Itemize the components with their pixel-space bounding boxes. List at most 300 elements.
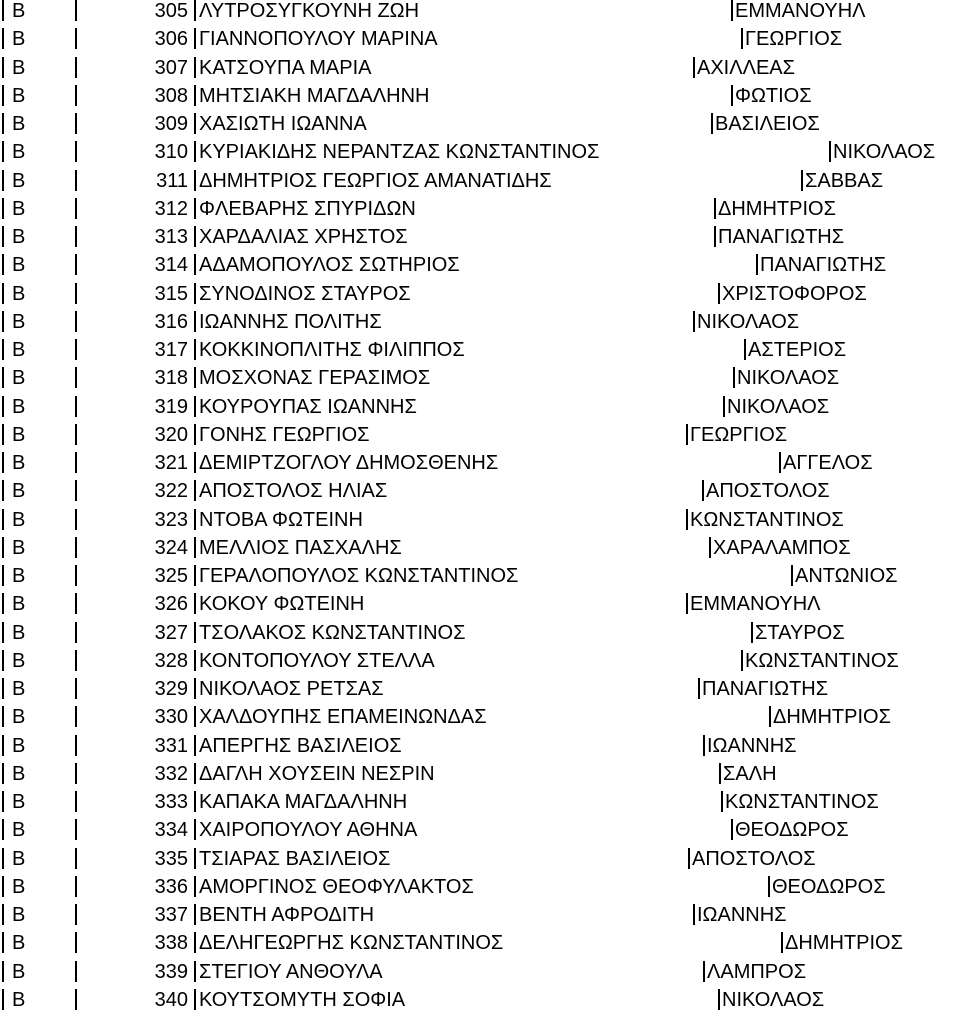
column-divider	[194, 565, 196, 586]
class-cell: B	[12, 339, 26, 361]
column-divider	[75, 622, 77, 643]
column-divider	[2, 141, 4, 162]
column-divider	[2, 283, 4, 304]
column-divider	[75, 650, 77, 671]
father-name-cell: ΠΑΝΑΓΙΩΤΗΣ	[702, 678, 829, 700]
column-divider	[693, 904, 695, 925]
class-cell: B	[12, 791, 26, 813]
number-cell: 336	[154, 875, 188, 898]
father-name-cell: ΑΣΤΕΡΙΟΣ	[748, 339, 847, 361]
column-divider	[75, 876, 77, 897]
father-name-cell: ΧΡΙΣΤΟΦΟΡΟΣ	[722, 282, 867, 305]
class-cell: B	[12, 904, 26, 926]
column-divider	[2, 678, 4, 699]
list-row	[0, 989, 960, 1017]
column-divider	[194, 791, 196, 812]
column-divider	[194, 480, 196, 501]
column-divider	[769, 706, 771, 727]
list-row	[0, 678, 960, 707]
class-cell: B	[12, 0, 26, 22]
number-cell: 316	[154, 310, 188, 333]
class-cell: B	[12, 395, 26, 418]
father-name-cell: ΕΜΜΑΝΟΥΗΛ	[735, 0, 866, 22]
column-divider	[686, 509, 688, 530]
class-cell: B	[12, 565, 26, 587]
name-cell: ΑΜΟΡΓΙΝΟΣ ΘΕΟΦΥΛΑΚΤΟΣ	[199, 875, 474, 898]
father-name-cell: ΠΑΝΑΓΙΩΤΗΣ	[760, 254, 887, 277]
father-name-cell: ΔΗΜΗΤΡΙΟΣ	[785, 932, 903, 955]
name-cell: ΤΣΙΑΡΑΣ ΒΑΣΙΛΕΙΟΣ	[199, 847, 391, 870]
name-cell: ΝΙΚΟΛΑΟΣ ΡΕΤΣΑΣ	[199, 678, 384, 700]
column-divider	[75, 735, 77, 756]
column-divider	[723, 396, 725, 417]
column-divider	[2, 424, 4, 445]
father-name-cell: ΛΑΜΠΡΟΣ	[707, 960, 807, 983]
column-divider	[75, 932, 77, 953]
number-cell: 320	[154, 423, 188, 446]
column-divider	[194, 876, 196, 897]
list-row	[0, 198, 960, 227]
column-divider	[2, 622, 4, 643]
column-divider	[75, 537, 77, 558]
list-row	[0, 961, 960, 990]
name-cell: ΔΑΓΛΗ ΧΟΥΣΕΙΝ ΝΕΣΡΙΝ	[199, 762, 435, 785]
column-divider	[2, 565, 4, 586]
number-cell: 329	[154, 678, 188, 700]
number-cell: 330	[154, 706, 188, 729]
list-row	[0, 452, 960, 481]
column-divider	[194, 226, 196, 247]
father-name-cell: ΙΩΑΝΝΗΣ	[707, 734, 797, 757]
column-divider	[194, 198, 196, 219]
column-divider	[2, 198, 4, 219]
column-divider	[2, 650, 4, 671]
number-cell: 323	[154, 508, 188, 531]
column-divider	[75, 791, 77, 812]
column-divider	[2, 113, 4, 134]
class-cell: B	[12, 734, 26, 757]
father-name-cell: ΧΑΡΑΛΑΜΠΟΣ	[713, 536, 851, 559]
number-cell: 309	[154, 113, 188, 135]
list-row	[0, 283, 960, 312]
name-cell: ΧΑΛΔΟΥΠΗΣ ΕΠΑΜΕΙΝΩΝΔΑΣ	[199, 706, 487, 729]
column-divider	[2, 932, 4, 953]
column-divider	[711, 113, 713, 134]
column-divider	[75, 480, 77, 501]
name-cell: ΓΕΡΑΛΟΠΟΥΛΟΣ ΚΩΝΣΤΑΝΤΙΝΟΣ	[199, 565, 519, 587]
column-divider	[703, 961, 705, 982]
class-cell: B	[12, 649, 26, 672]
name-cell: ΓΙΑΝΝΟΠΟΥΛΟΥ ΜΑΡΙΝΑ	[199, 28, 438, 51]
list-row	[0, 706, 960, 735]
father-name-cell: ΔΗΜΗΤΡΙΟΣ	[718, 197, 836, 220]
father-name-cell: ΦΩΤΙΟΣ	[735, 84, 812, 107]
father-name-cell: ΑΧΙΛΛΕΑΣ	[697, 56, 795, 79]
father-name-cell: ΝΙΚΟΛΑΟΣ	[697, 310, 800, 333]
column-divider	[2, 480, 4, 501]
column-divider	[2, 226, 4, 247]
column-divider	[2, 961, 4, 982]
name-cell: ΑΠΟΣΤΟΛΟΣ ΗΛΙΑΣ	[199, 480, 388, 503]
list-row	[0, 339, 960, 368]
name-cell: ΣΥΝΟΔΙΝΟΣ ΣΤΑΥΡΟΣ	[199, 282, 411, 305]
column-divider	[75, 57, 77, 78]
father-name-cell: ΚΩΝΣΤΑΝΤΙΝΟΣ	[690, 508, 844, 531]
column-divider	[2, 735, 4, 756]
column-divider	[75, 113, 77, 134]
column-divider	[75, 706, 77, 727]
column-divider	[194, 735, 196, 756]
list-row	[0, 226, 960, 255]
number-cell: 326	[154, 593, 188, 616]
list-row	[0, 791, 960, 820]
father-name-cell: ΘΕΟΔΩΡΟΣ	[735, 819, 849, 842]
list-row	[0, 819, 960, 848]
column-divider	[2, 876, 4, 897]
number-cell: 321	[154, 452, 188, 474]
list-row	[0, 565, 960, 594]
column-divider	[194, 678, 196, 699]
column-divider	[194, 57, 196, 78]
father-name-cell: ΔΗΜΗΤΡΙΟΣ	[773, 706, 891, 729]
class-cell: B	[12, 762, 26, 785]
number-cell: 319	[154, 395, 188, 418]
name-cell: ΣΤΕΓΙΟΥ ΑΝΘΟΥΛΑ	[199, 960, 383, 983]
column-divider	[2, 509, 4, 530]
column-divider	[194, 283, 196, 304]
number-cell: 327	[154, 621, 188, 644]
father-name-cell: ΣΑΛΗ	[723, 762, 777, 785]
column-divider	[75, 170, 77, 191]
list-row	[0, 57, 960, 86]
column-divider	[75, 509, 77, 530]
father-name-cell: ΝΙΚΟΛΑΟΣ	[722, 988, 825, 1011]
column-divider	[751, 622, 753, 643]
column-divider	[194, 989, 196, 1010]
number-cell: 335	[154, 847, 188, 870]
column-divider	[194, 396, 196, 417]
father-name-cell: ΑΝΤΩΝΙΟΣ	[795, 565, 898, 587]
column-divider	[741, 650, 743, 671]
column-divider	[75, 226, 77, 247]
number-cell: 311	[156, 169, 188, 192]
column-divider	[731, 819, 733, 840]
column-divider	[2, 367, 4, 388]
class-cell: B	[12, 452, 26, 474]
column-divider	[194, 424, 196, 445]
list-row	[0, 904, 960, 933]
column-divider	[703, 735, 705, 756]
list-row	[0, 141, 960, 170]
column-divider	[2, 593, 4, 614]
column-divider	[194, 141, 196, 162]
column-divider	[714, 198, 716, 219]
column-divider	[693, 57, 695, 78]
list-row	[0, 537, 960, 566]
number-cell: 325	[154, 565, 188, 587]
column-divider	[194, 593, 196, 614]
column-divider	[194, 848, 196, 869]
column-divider	[75, 141, 77, 162]
list-row	[0, 480, 960, 509]
column-divider	[75, 961, 77, 982]
father-name-cell: ΚΩΝΣΤΑΝΤΙΝΟΣ	[745, 649, 899, 672]
column-divider	[721, 791, 723, 812]
column-divider	[741, 28, 743, 49]
name-cell: ΚΟΚΚΙΝΟΠΛΙΤΗΣ ΦΙΛΙΠΠΟΣ	[199, 339, 465, 361]
column-divider	[2, 28, 4, 49]
column-divider	[2, 537, 4, 558]
column-divider	[75, 452, 77, 473]
column-divider	[194, 961, 196, 982]
column-divider	[75, 311, 77, 332]
list-row	[0, 170, 960, 199]
father-name-cell: ΠΑΝΑΓΙΩΤΗΣ	[718, 226, 845, 248]
column-divider	[744, 339, 746, 360]
father-name-cell: ΝΙΚΟΛΑΟΣ	[727, 395, 830, 418]
class-cell: B	[12, 932, 26, 955]
class-cell: B	[12, 621, 26, 644]
column-divider	[2, 0, 4, 21]
class-cell: B	[12, 819, 26, 842]
father-name-cell: ΑΠΟΣΤΟΛΟΣ	[706, 480, 830, 503]
father-name-cell: ΝΙΚΟΛΑΟΣ	[833, 141, 936, 164]
number-cell: 310	[154, 141, 188, 164]
column-divider	[693, 311, 695, 332]
column-divider	[75, 339, 77, 360]
number-cell: 308	[154, 84, 188, 107]
column-divider	[194, 706, 196, 727]
father-name-cell: ΙΩΑΝΝΗΣ	[697, 904, 787, 926]
father-name-cell: ΓΕΩΡΓΙΟΣ	[745, 28, 843, 51]
list-row	[0, 932, 960, 961]
name-cell: ΧΑΙΡΟΠΟΥΛΟΥ ΑΘΗΝΑ	[199, 819, 418, 842]
list-row	[0, 311, 960, 340]
column-divider	[2, 311, 4, 332]
column-divider	[714, 226, 716, 247]
column-divider	[2, 819, 4, 840]
number-cell: 315	[154, 282, 188, 305]
number-cell: 314	[154, 254, 188, 277]
list-row	[0, 396, 960, 425]
name-cell: ΙΩΑΝΝΗΣ ΠΟΛΙΤΗΣ	[199, 310, 382, 333]
column-divider	[194, 763, 196, 784]
name-cell: ΑΠΕΡΓΗΣ ΒΑΣΙΛΕΙΟΣ	[199, 734, 402, 757]
column-divider	[75, 85, 77, 106]
column-divider	[768, 876, 770, 897]
number-cell: 340	[154, 988, 188, 1011]
father-name-cell: ΘΕΟΔΩΡΟΣ	[772, 875, 886, 898]
column-divider	[75, 904, 77, 925]
class-cell: B	[12, 367, 26, 390]
column-divider	[194, 819, 196, 840]
column-divider	[781, 932, 783, 953]
column-divider	[686, 593, 688, 614]
column-divider	[75, 848, 77, 869]
class-cell: B	[12, 847, 26, 870]
column-divider	[718, 989, 720, 1010]
name-cell: ΔΕΜΙΡΤΖΟΓΛΟΥ ΔΗΜΟΣΘΕΝΗΣ	[199, 452, 499, 474]
column-divider	[702, 480, 704, 501]
column-divider	[2, 989, 4, 1010]
name-cell: ΚΟΝΤΟΠΟΥΛΟΥ ΣΤΕΛΛΑ	[199, 649, 435, 672]
column-divider	[194, 113, 196, 134]
column-divider	[779, 452, 781, 473]
name-cell: ΔΗΜΗΤΡΙΟΣ ΓΕΩΡΓΙΟΣ ΑΜΑΝΑΤΙΔΗΣ	[199, 169, 552, 192]
list-row	[0, 28, 960, 57]
column-divider	[75, 283, 77, 304]
name-cell: ΒΕΝΤΗ ΑΦΡΟΔΙΤΗ	[199, 904, 375, 926]
list-row	[0, 876, 960, 905]
column-divider	[731, 0, 733, 21]
column-divider	[2, 254, 4, 275]
column-divider	[2, 791, 4, 812]
column-divider	[791, 565, 793, 586]
name-cell: ΚΟΚΟΥ ΦΩΤΕΙΝΗ	[199, 593, 365, 616]
column-divider	[194, 254, 196, 275]
number-cell: 318	[154, 367, 188, 390]
class-cell: B	[12, 678, 26, 700]
column-divider	[829, 141, 831, 162]
column-divider	[2, 339, 4, 360]
column-divider	[2, 904, 4, 925]
column-divider	[75, 565, 77, 586]
number-cell: 338	[154, 932, 188, 955]
class-cell: B	[12, 254, 26, 277]
list-row	[0, 509, 960, 538]
column-divider	[194, 452, 196, 473]
class-cell: B	[12, 28, 26, 51]
number-cell: 306	[154, 28, 188, 51]
column-divider	[194, 622, 196, 643]
column-divider	[75, 593, 77, 614]
column-divider	[75, 424, 77, 445]
number-cell: 334	[154, 819, 188, 842]
name-cell: ΚΟΥΤΣΟΜΥΤΗ ΣΟΦΙΑ	[199, 988, 406, 1011]
list-row	[0, 254, 960, 283]
name-cell: ΧΑΣΙΩΤΗ ΙΩΑΝΝΑ	[199, 113, 367, 135]
column-divider	[2, 763, 4, 784]
name-cell: ΤΣΟΛΑΚΟΣ ΚΩΝΣΤΑΝΤΙΝΟΣ	[199, 621, 466, 644]
list-row	[0, 735, 960, 764]
column-divider	[194, 650, 196, 671]
number-cell: 317	[154, 339, 188, 361]
column-divider	[2, 85, 4, 106]
column-divider	[2, 170, 4, 191]
class-cell: B	[12, 536, 26, 559]
name-cell: ΚΟΥΡΟΥΠΑΣ ΙΩΑΝΝΗΣ	[199, 395, 417, 418]
column-divider	[2, 848, 4, 869]
column-divider	[719, 763, 721, 784]
list-row	[0, 622, 960, 651]
father-name-cell: ΒΑΣΙΛΕΙΟΣ	[715, 113, 820, 135]
name-cell: ΦΛΕΒΑΡΗΣ ΣΠΥΡΙΔΩΝ	[199, 197, 416, 220]
number-cell: 337	[154, 904, 188, 926]
column-divider	[686, 424, 688, 445]
name-cell: ΜΕΛΛΙΟΣ ΠΑΣΧΑΛΗΣ	[199, 536, 402, 559]
column-divider	[75, 819, 77, 840]
column-divider	[2, 452, 4, 473]
column-divider	[194, 85, 196, 106]
column-divider	[194, 311, 196, 332]
name-cell: ΚΑΠΑΚΑ ΜΑΓΔΑΛΗΝΗ	[199, 791, 408, 813]
name-cell: ΜΗΤΣΙΑΚΗ ΜΑΓΔΑΛΗΝΗ	[199, 84, 430, 107]
class-cell: B	[12, 508, 26, 531]
number-cell: 332	[154, 762, 188, 785]
column-divider	[194, 0, 196, 21]
name-cell: ΔΕΛΗΓΕΩΡΓΗΣ ΚΩΝΣΤΑΝΤΙΝΟΣ	[199, 932, 504, 955]
number-cell: 324	[154, 536, 188, 559]
column-divider	[194, 509, 196, 530]
number-cell: 333	[154, 791, 188, 813]
column-divider	[194, 339, 196, 360]
father-name-cell: ΑΓΓΕΛΟΣ	[783, 452, 873, 474]
column-divider	[75, 28, 77, 49]
number-cell: 328	[154, 649, 188, 672]
column-divider	[2, 396, 4, 417]
father-name-cell: ΣΑΒΒΑΣ	[805, 169, 884, 192]
column-divider	[718, 283, 720, 304]
column-divider	[731, 85, 733, 106]
column-divider	[75, 989, 77, 1010]
list-row	[0, 593, 960, 622]
number-cell: 313	[154, 226, 188, 248]
list-row	[0, 367, 960, 396]
list-row	[0, 113, 960, 142]
column-divider	[2, 706, 4, 727]
column-divider	[194, 170, 196, 191]
father-name-cell: ΑΠΟΣΤΟΛΟΣ	[692, 847, 816, 870]
name-cell: ΚΑΤΣΟΥΠΑ ΜΑΡΙΑ	[199, 56, 372, 79]
list-row	[0, 0, 960, 29]
class-cell: B	[12, 226, 26, 248]
class-cell: B	[12, 593, 26, 616]
name-cell: ΝΤΟΒΑ ΦΩΤΕΙΝΗ	[199, 508, 363, 531]
list-row	[0, 763, 960, 792]
column-divider	[698, 678, 700, 699]
list-row	[0, 848, 960, 877]
class-cell: B	[12, 960, 26, 983]
column-divider	[2, 57, 4, 78]
list-row	[0, 85, 960, 114]
column-divider	[756, 254, 758, 275]
column-divider	[75, 198, 77, 219]
father-name-cell: ΚΩΝΣΤΑΝΤΙΝΟΣ	[725, 791, 879, 813]
class-cell: B	[12, 56, 26, 79]
class-cell: B	[12, 988, 26, 1011]
number-cell: 305	[154, 0, 188, 22]
name-cell: ΚΥΡΙΑΚΙΔΗΣ ΝΕΡΑΝΤΖΑΣ ΚΩΝΣΤΑΝΤΙΝΟΣ	[199, 141, 600, 164]
class-cell: B	[12, 480, 26, 503]
column-divider	[75, 0, 77, 21]
name-cell: ΑΔΑΜΟΠΟΥΛΟΣ ΣΩΤΗΡΙΟΣ	[199, 254, 460, 277]
column-divider	[75, 763, 77, 784]
father-name-cell: ΕΜΜΑΝΟΥΗΛ	[690, 593, 821, 616]
class-cell: B	[12, 282, 26, 305]
column-divider	[194, 28, 196, 49]
name-cell: ΧΑΡΔΑΛΙΑΣ ΧΡΗΣΤΟΣ	[199, 226, 408, 248]
name-cell: ΓΟΝΗΣ ΓΕΩΡΓΙΟΣ	[199, 423, 370, 446]
name-cell: ΛΥΤΡΟΣΥΓΚΟΥΝΗ ΖΩΗ	[199, 0, 420, 22]
class-cell: B	[12, 169, 26, 192]
class-cell: B	[12, 113, 26, 135]
class-cell: B	[12, 84, 26, 107]
column-divider	[709, 537, 711, 558]
column-divider	[75, 678, 77, 699]
column-divider	[75, 254, 77, 275]
column-divider	[194, 537, 196, 558]
number-cell: 307	[154, 56, 188, 79]
